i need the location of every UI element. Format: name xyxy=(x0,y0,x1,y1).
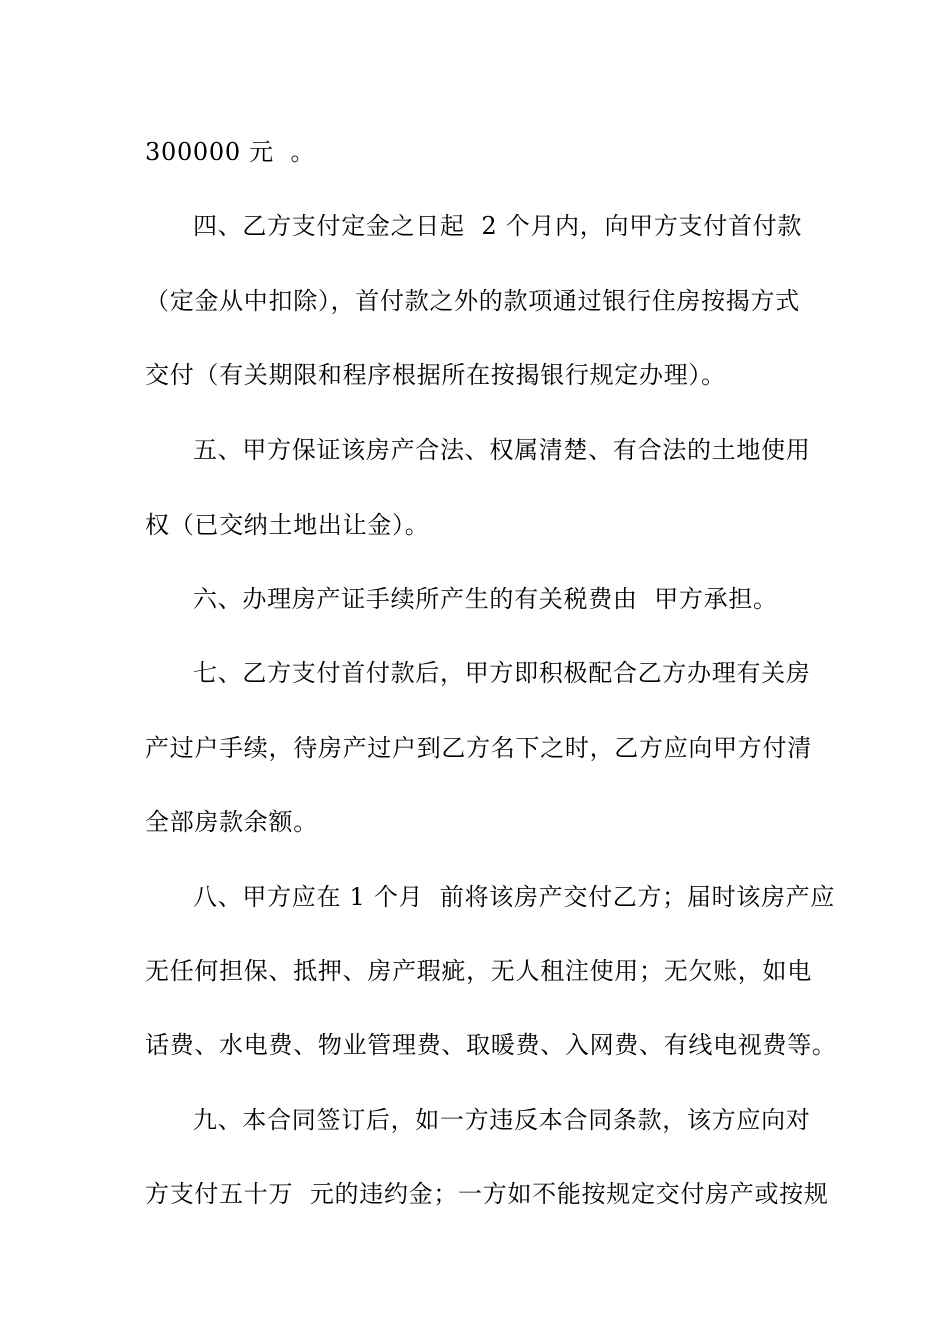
clause-6-line-1: 六、办理房产证手续所产生的有关税费由 甲方承担。 xyxy=(193,585,778,613)
clause-8-line-3: 话费、水电费、物业管理费、取暖费、入网费、有线电视费等。 xyxy=(145,1031,837,1059)
text-line: 300000 元 。 xyxy=(145,138,316,166)
clause-9-line-1: 九、本合同签订后，如一方违反本合同条款，该方应向对 xyxy=(193,1106,811,1134)
clause-4-line-2: （定金从中扣除），首付款之外的款项通过银行住房按揭方式 xyxy=(145,287,800,315)
clause-4-line-1: 四、乙方支付定金之日起 2 个月内，向甲方支付首付款 xyxy=(193,212,803,240)
clause-8-line-1: 八、甲方应在 1 个月 前将该房产交付乙方；届时该房产应 xyxy=(193,883,836,911)
clause-5-line-2: 权（已交纳土地出让金）。 xyxy=(145,511,430,539)
clause-4-line-3: 交付（有关期限和程序根据所在按揭银行规定办理）。 xyxy=(145,361,726,389)
clause-5-line-1: 五、甲方保证该房产合法、权属清楚、有合法的土地使用 xyxy=(193,436,811,464)
clause-7-line-3: 全部房款余额。 xyxy=(145,808,318,836)
clause-8-line-2: 无任何担保、抵押、房产瑕疵，无人租注使用；无欠账，如电 xyxy=(145,957,812,985)
clause-9-line-2: 方支付五十万 元的违约金；一方如不能按规定交付房产或按规 xyxy=(145,1180,829,1208)
clause-7-line-1: 七、乙方支付首付款后，甲方即积极配合乙方办理有关房 xyxy=(193,659,811,687)
clause-7-line-2: 产过户手续，待房产过户到乙方名下之时，乙方应向甲方付清 xyxy=(145,734,812,762)
